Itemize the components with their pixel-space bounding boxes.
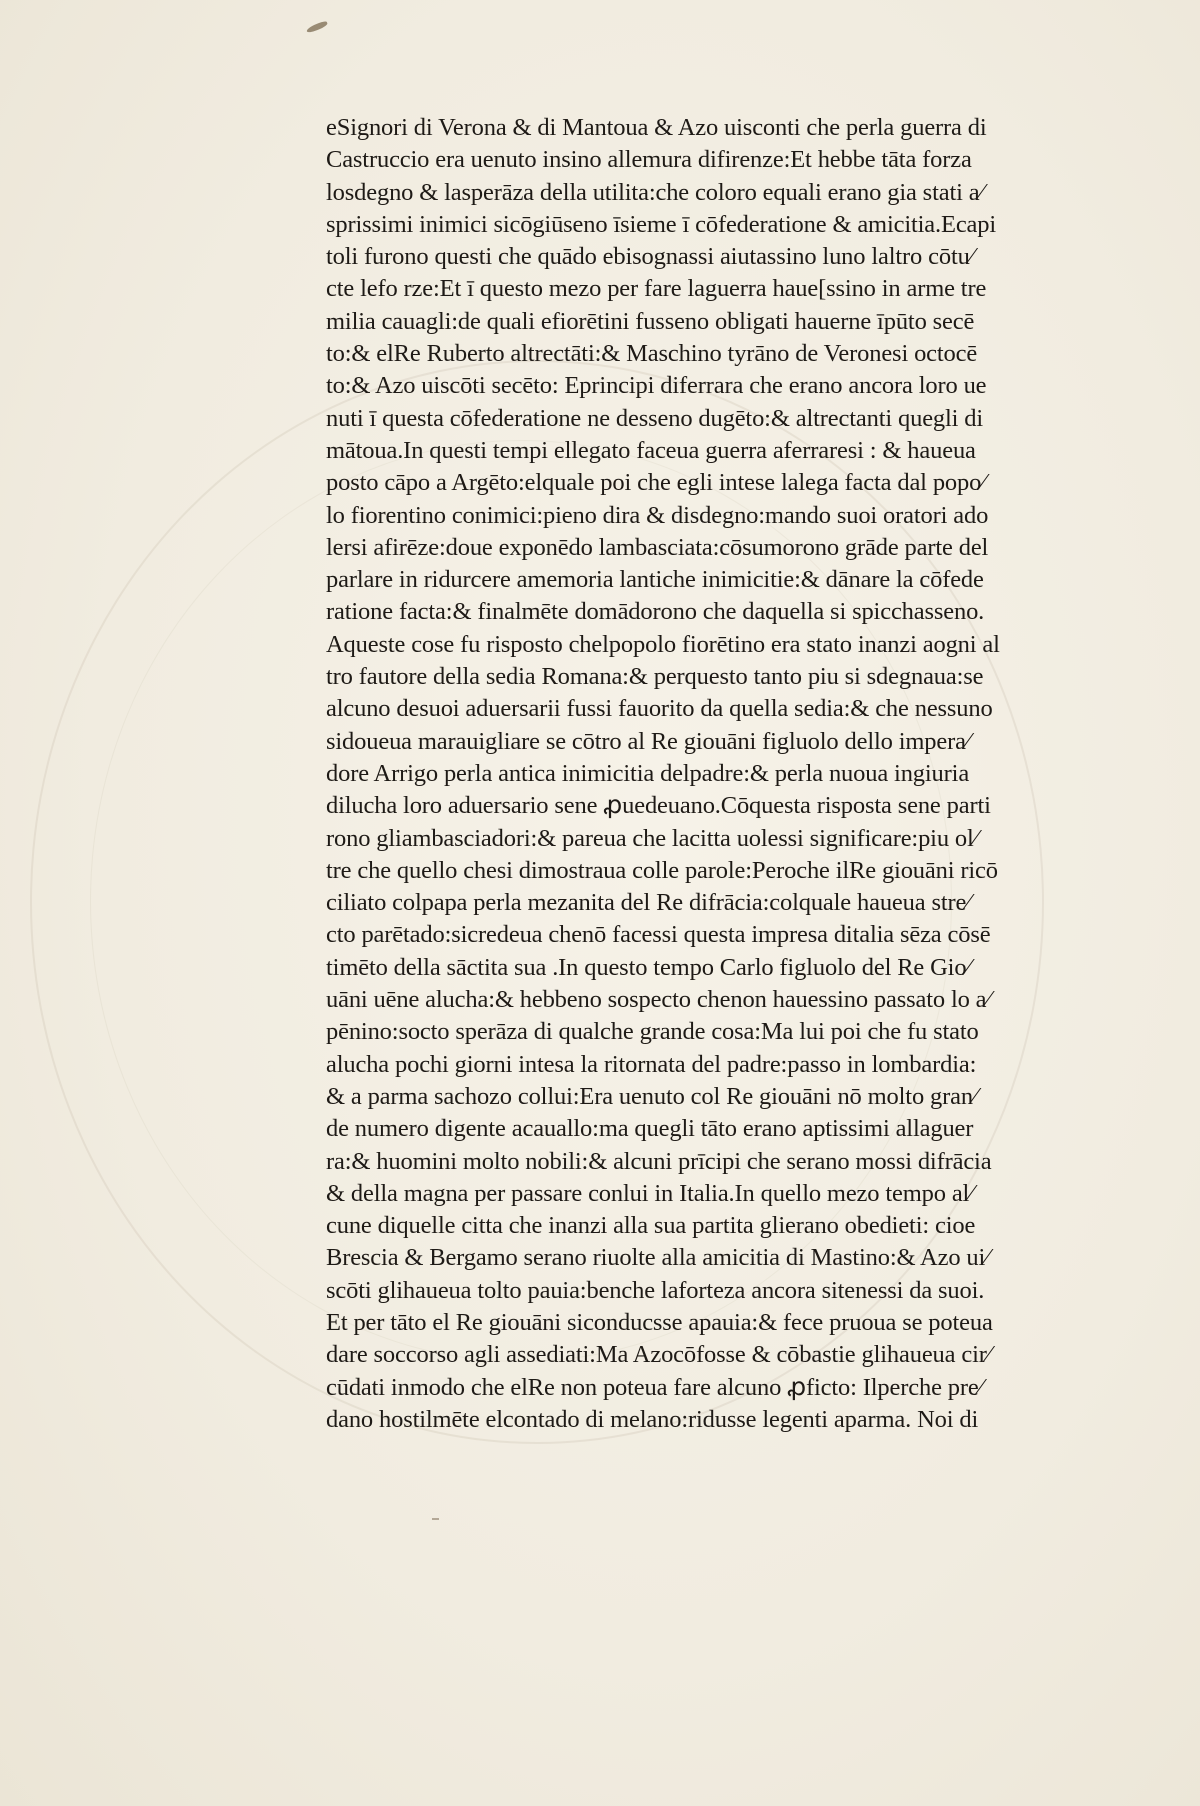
text-line: ratione facta:& finalmēte domādorono che daquella si spicchasseno. bbox=[326, 598, 985, 626]
text-block bbox=[326, 112, 1101, 1436]
text-line: rono gliambasciadori:& pareua che lacitta uolessi significare:piu ol⁄ bbox=[326, 824, 978, 852]
text-line: alucha pochi giorni intesa la ritornata del padre:passo in lombardia: bbox=[326, 1050, 977, 1078]
text-line: cune diquelle citta che inanzi alla sua partita glierano obedieti: cioe bbox=[326, 1212, 976, 1240]
text-line: sprissimi inimici sicōgiūseno īsieme ī cōfederatione & amicitia.Ecapi bbox=[326, 210, 997, 238]
text-line: lersi afirēze:doue exponēdo lambasciata:cōsumorono grāde parte del bbox=[326, 533, 989, 561]
text-line: dilucha loro aduersario sene ꝓuedeuano.Cōquesta risposta sene parti bbox=[326, 792, 991, 820]
text-line: dare soccorso agli assediati:Ma Azocōfosse & cōbastie glihaueua cir⁄ bbox=[326, 1341, 991, 1369]
text-line: dano hostilmēte elcontado di melano:ridusse legenti aparma. Noi di bbox=[326, 1405, 979, 1433]
text-line: mātoua.In questi tempi ellegato faceua guerra aferraresi : & haueua bbox=[326, 436, 976, 464]
text-line: tre che quello chesi dimostraua colle parole:Peroche ilRe giouāni ricō bbox=[326, 856, 998, 884]
text-line: Castruccio era uenuto insino allemura difirenze:Et hebbe tāta forza bbox=[326, 146, 972, 174]
text-line: dore Arrigo perla antica inimicitia delpadre:& perla nuoua ingiuria bbox=[326, 759, 970, 787]
text-line: Et per tāto el Re giouāni siconducsse apauia:& fece pruoua se poteua bbox=[326, 1308, 993, 1336]
text-line: posto cāpo a Argēto:elquale poi che egli intese lalega facta dal popo⁄ bbox=[326, 469, 986, 497]
text-line: Brescia & Bergamo serano riuolte alla amicitia di Mastino:& Azo ui⁄ bbox=[326, 1244, 990, 1272]
ink-mark-bottom bbox=[432, 1518, 439, 1520]
text-line: eSignori di Verona & di Mantoua & Azo uisconti che perla guerra di bbox=[326, 114, 987, 141]
text-line: losdegno & lasperāza della utilita:che coloro equali erano gia stati a⁄ bbox=[326, 178, 984, 206]
text-line: milia cauagli:de quali efiorētini fusseno obligati hauerne īpūto secē bbox=[326, 307, 975, 335]
text-line: cto parētado:sicredeua chenō facessi questa impresa ditalia sēza cōsē bbox=[326, 921, 991, 949]
text-line: pēnino:socto sperāza di qualche grande cosa:Ma lui poi che fu stato bbox=[326, 1018, 979, 1046]
text-line: scōti glihaueua tolto pauia:benche laforteza ancora sitenessi da suoi. bbox=[326, 1276, 985, 1304]
text-line: lo fiorentino conimici:pieno dira & disdegno:mando suoi oratori ado bbox=[326, 501, 989, 529]
text-line: de numero digente acauallo:ma quegli tāto erano aptissimi allaguer bbox=[326, 1115, 974, 1143]
text-line: sidoueua marauigliare se cōtro al Re giouāni figluolo dello impera⁄ bbox=[326, 727, 970, 755]
text-line: tro fautore della sedia Romana:& perquesto tanto piu si sdegnaua:se bbox=[326, 663, 984, 691]
text-line: nuti ī questa cōfederatione ne desseno dugēto:& altrectanti quegli di bbox=[326, 404, 984, 432]
text-line: toli furono questi che quādo ebisognassi aiutassino luno laltro cōtu⁄ bbox=[326, 243, 974, 271]
text-line: & a parma sachozo collui:Era uenuto col Re giouāni nō molto gran⁄ bbox=[326, 1082, 977, 1110]
text-line: & della magna per passare conlui in Italia.In quello mezo tempo al⁄ bbox=[326, 1179, 974, 1207]
text-line: to:& elRe Ruberto altrectāti:& Maschino tyrāno de Veronesi octocē bbox=[326, 340, 978, 368]
text-line: ciliato colpapa perla mezanita del Re difrācia:colquale haueua stre⁄ bbox=[326, 889, 971, 917]
text-line: uāni uēne alucha:& hebbeno sospecto chenon hauessino passato lo a⁄ bbox=[326, 986, 991, 1014]
text-line: cūdati inmodo che elRe non poteua fare alcuno ꝓficto: Ilperche pre⁄ bbox=[326, 1373, 983, 1401]
text-line: ra:& huomini molto nobili:& alcuni prīcipi che serano mossi difrācia bbox=[326, 1147, 992, 1175]
text-line: to:& Azo uiscōti secēto: Eprincipi diferrara che erano ancora loro ue bbox=[326, 372, 987, 400]
text-line: timēto della sāctita sua .In questo tempo Carlo figluolo del Re Gio⁄ bbox=[326, 953, 971, 981]
text-line: cte lefo rze:Et ī questo mezo per fare laguerra haue[ssino in arme tre bbox=[326, 275, 987, 303]
ink-mark-top bbox=[306, 20, 329, 34]
text-line: Aqueste cose fu risposto chelpopolo fiorētino era stato inanzi aogni al bbox=[326, 630, 1000, 658]
text-line: parlare in ridurcere amemoria lantiche inimicitie:& dānare la cōfede bbox=[326, 566, 984, 594]
text-line: alcuno desuoi aduersarii fussi fauorito da quella sedia:& che nessuno bbox=[326, 695, 993, 723]
